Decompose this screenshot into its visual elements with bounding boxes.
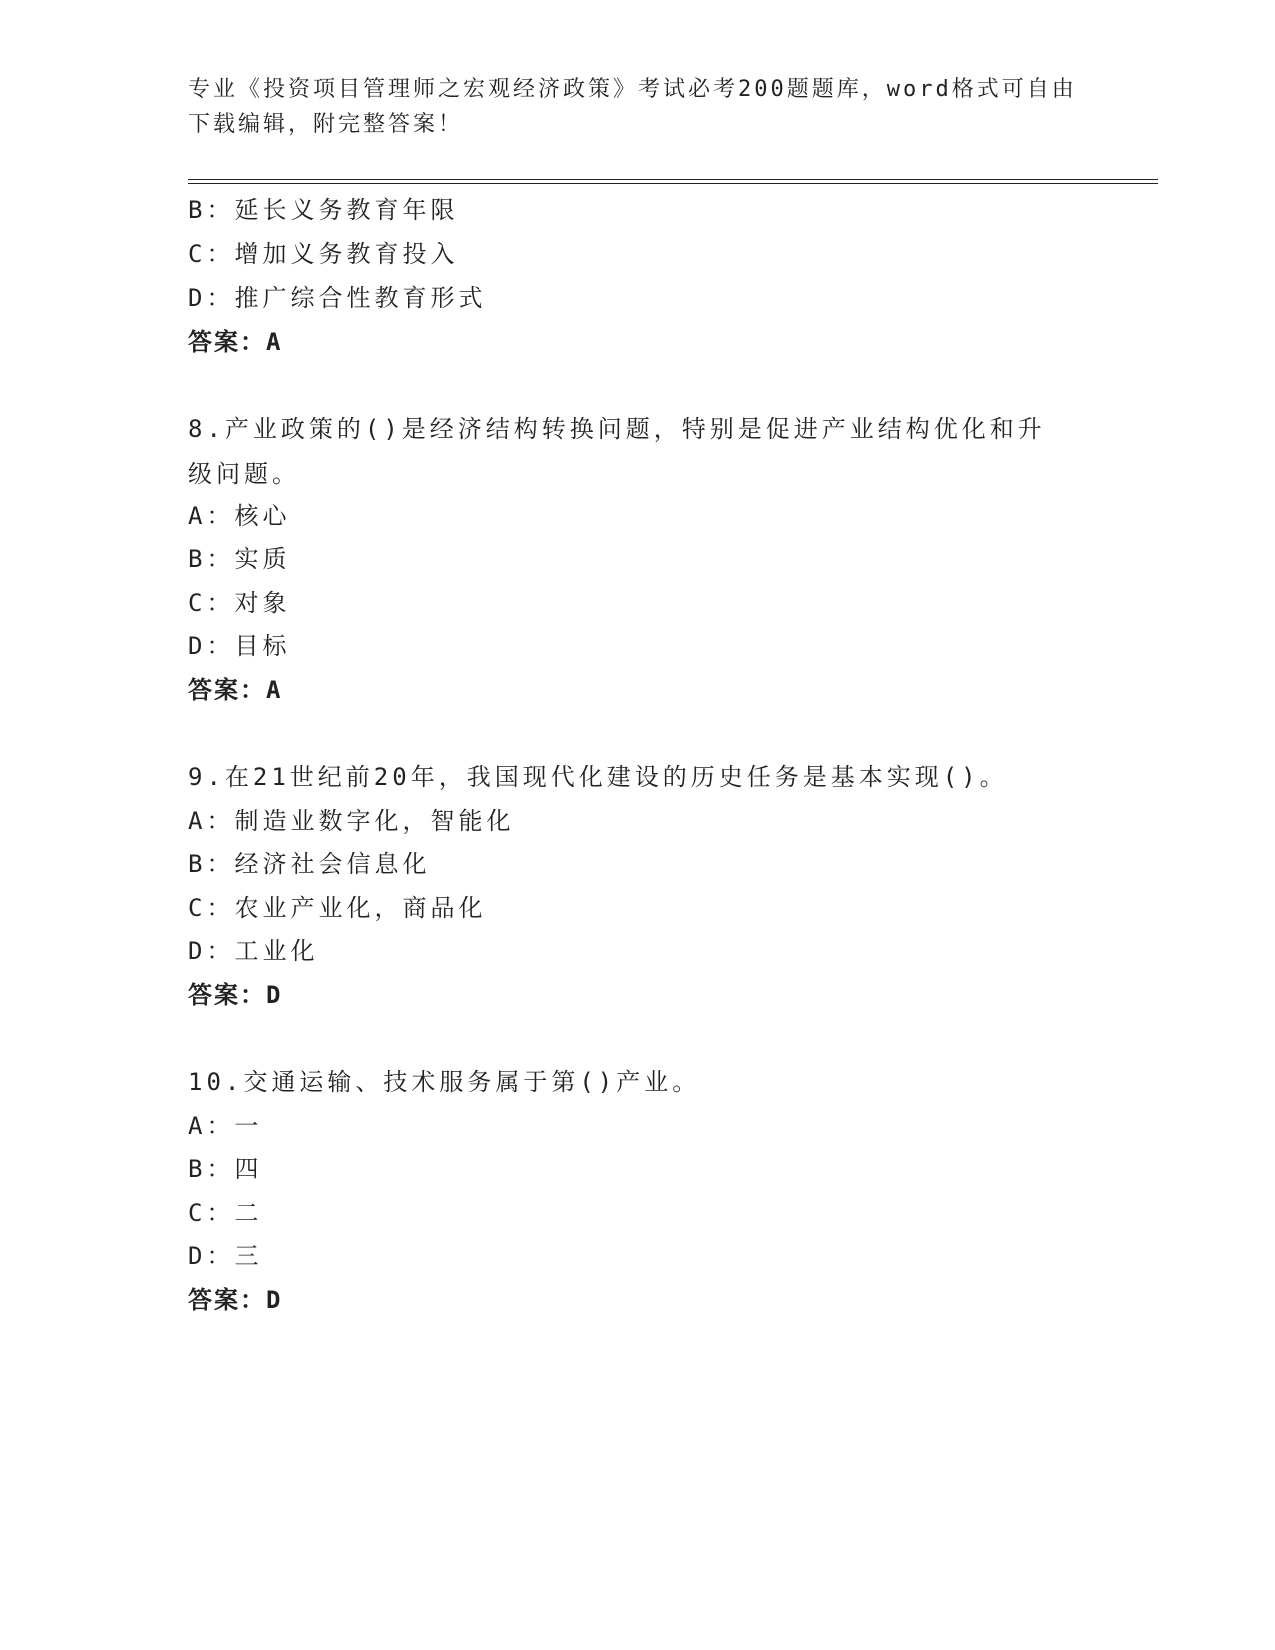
q7-answer: 答案：A <box>188 328 283 356</box>
q9-option-c: C：农业产业化，商品化 <box>188 894 487 922</box>
q7-option-b: B：延长义务教育年限 <box>188 196 459 224</box>
q7-option-c: C：增加义务教育投入 <box>188 240 459 268</box>
q9-answer: 答案：D <box>188 981 283 1009</box>
q10-text: 10.交通运输、技术服务属于第()产业。 <box>188 1068 701 1096</box>
header-divider-top <box>188 179 1158 180</box>
q10-option-d: D：三 <box>188 1242 263 1270</box>
q8-answer: 答案：A <box>188 676 283 704</box>
q8-option-c: C：对象 <box>188 589 291 617</box>
q8-option-b: B：实质 <box>188 545 291 573</box>
header-divider-bottom <box>188 183 1158 184</box>
q10-option-c: C：二 <box>188 1199 263 1227</box>
q7-option-d: D：推广综合性教育形式 <box>188 284 487 312</box>
q8-text: 8.产业政策的()是经济结构转换问题，特别是促进产业结构优化和升级问题。 <box>188 415 1046 488</box>
q10-answer: 答案：D <box>188 1286 283 1314</box>
q9-option-a: A：制造业数字化，智能化 <box>188 807 515 835</box>
q9-option-b: B：经济社会信息化 <box>188 850 431 878</box>
q8-option-a: A：核心 <box>188 502 291 530</box>
q10-option-a: A：一 <box>188 1112 263 1140</box>
q9-option-d: D：工业化 <box>188 937 319 965</box>
q10-option-b: B：四 <box>188 1155 263 1183</box>
q8-option-d: D：目标 <box>188 632 291 660</box>
q9-text: 9.在21世纪前20年，我国现代化建设的历史任务是基本实现()。 <box>188 763 1008 791</box>
document-header: 专业《投资项目管理师之宏观经济政策》考试必考200题题库，word格式可自由下载编辑，附完整答案！ <box>188 77 1077 137</box>
